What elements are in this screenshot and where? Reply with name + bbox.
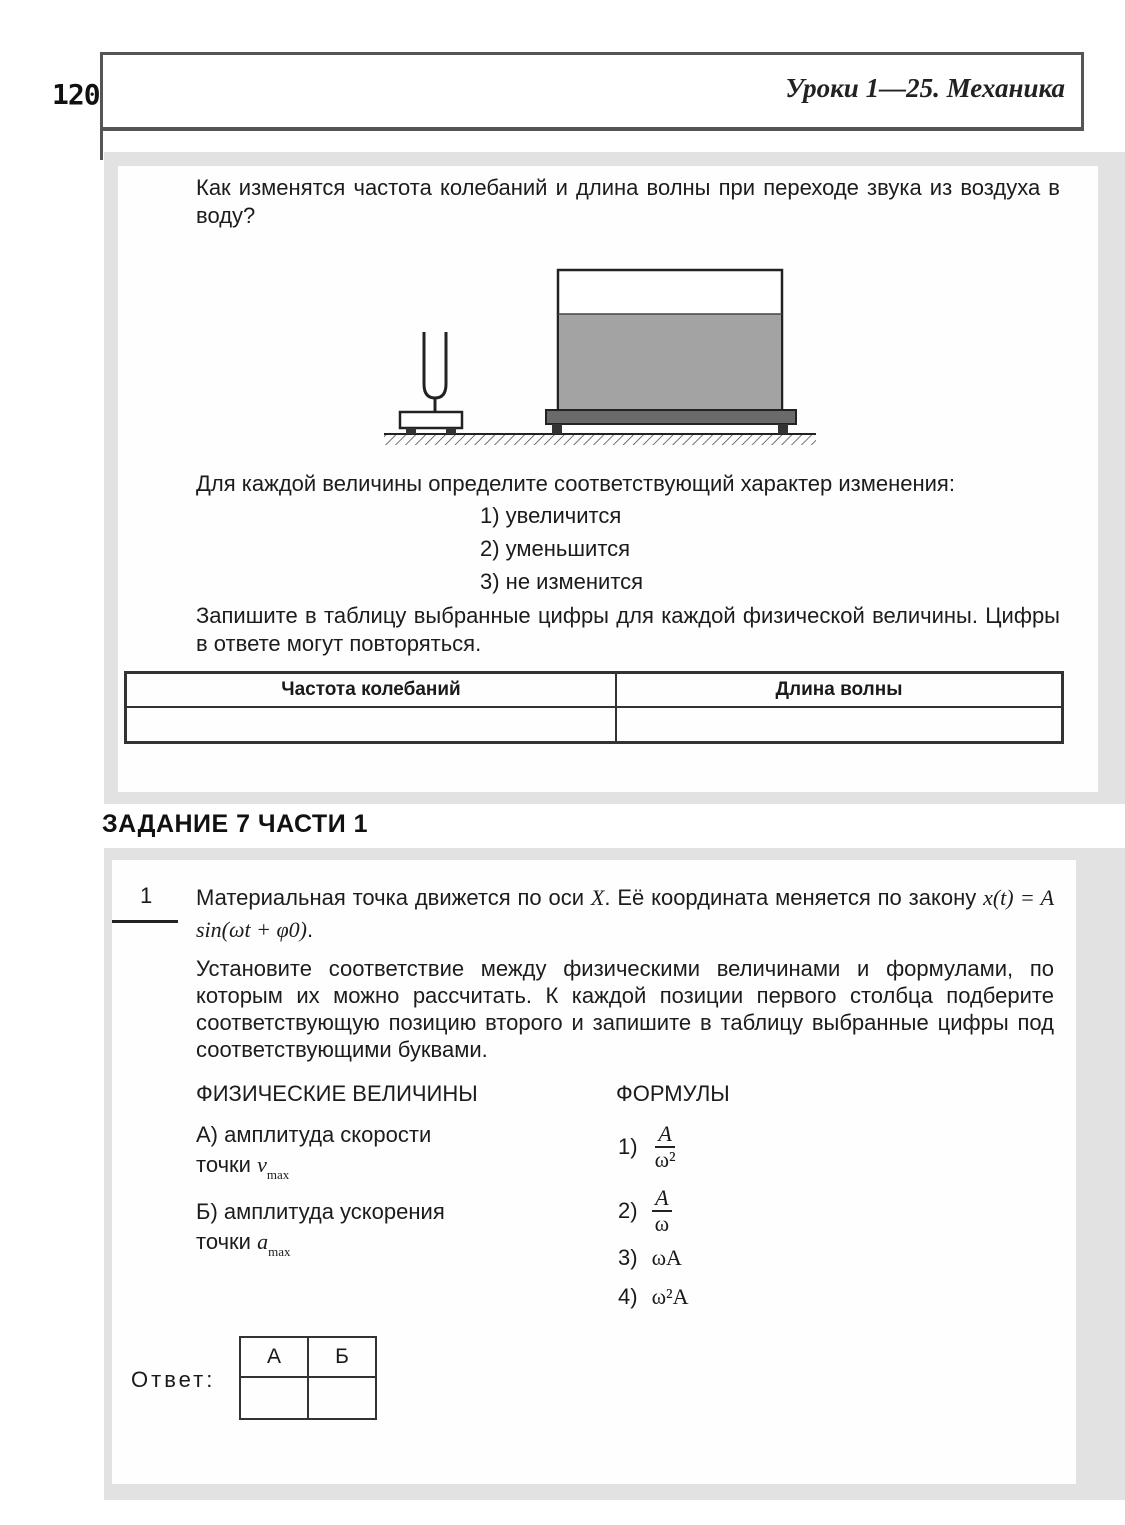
quantity-b (196, 1197, 445, 1267)
task-number: 1 (140, 883, 153, 908)
question-intro: Как изменятся частота колебаний и длина волны при переходе звука из воздуха в воду? (196, 175, 1060, 228)
formula-1: 1) $\frac{A}{\text{ω²}}$ (618, 1121, 676, 1172)
task-number-rule (112, 920, 178, 923)
page-number: 120 (52, 78, 100, 111)
formulas-title: ФОРМУЛЫ (616, 1081, 730, 1106)
motion-law-end: . (307, 917, 314, 942)
formula-4: 4) ω²A (618, 1284, 689, 1309)
answer-cell-a[interactable] (240, 1377, 308, 1419)
water-tank-icon (546, 270, 796, 434)
header-title: Уроки 1—25. Механика (785, 73, 1065, 103)
velocity-symbol: v (257, 1152, 267, 1177)
header-divider (100, 124, 103, 160)
table-instruction: Запишите в таблицу выбранные цифры для каждой физической величины. Цифры в ответе могут повторяться. (196, 603, 1060, 656)
section-title: ЗАДАНИЕ 7 ЧАСТИ 1 (102, 810, 369, 838)
quantity-b-point: точки $a_{max}$ (196, 1229, 291, 1259)
option-decrease: 2) уменьшится (480, 536, 631, 561)
acceleration-subscript: max (268, 1244, 291, 1259)
quantity-a (196, 1120, 431, 1190)
task-instruction: Установите соответствие между физическими величинами и формулами, по которым их можно рассчитать. К каждой позиции первого столбца подберите соответствующую позицию второго и запишите в таблицу выбранные цифры под соответствующими буквами. (196, 956, 1054, 1062)
answer-label: Ответ: (131, 1367, 216, 1392)
quantities-title: ФИЗИЧЕСКИЕ ВЕЛИЧИНЫ (196, 1081, 478, 1106)
tuning-fork-icon (400, 332, 462, 434)
option-increase: 1) увеличится (480, 503, 622, 528)
ground-line (384, 434, 816, 445)
header-frequency: Частота колебаний (126, 673, 617, 707)
task-statement (196, 882, 1054, 946)
header-wavelength: Длина волны (616, 673, 1063, 707)
task-statement-prefix: Материальная точка движется по оси (196, 885, 591, 910)
formula-3: 3) ωA (618, 1245, 682, 1270)
match-answer-table (239, 1336, 377, 1420)
formula-2: 2) $\frac{A}{\omega}$ (618, 1186, 672, 1236)
task-statement-suffix: . Её координата меняется по закону (604, 885, 984, 910)
motion-law: x(t) = A sin(ωt + φ0) (196, 885, 1055, 942)
acceleration-symbol: a (257, 1229, 269, 1254)
velocity-subscript: max (266, 1167, 290, 1182)
quantity-b-label: Б) амплитуда ускорения (196, 1199, 445, 1224)
change-instruction: Для каждой величины определите соответствующий характер изменения: (196, 471, 955, 496)
change-options (480, 499, 643, 598)
answer-frequency[interactable] (126, 707, 617, 743)
answer-table (124, 671, 1064, 744)
answer-header-a: А (240, 1337, 308, 1377)
axis-symbol: X (590, 885, 605, 910)
tuning-fork-tank-illustration (380, 262, 820, 448)
answer-cell-b[interactable] (308, 1377, 376, 1419)
answer-wavelength[interactable] (616, 707, 1063, 743)
quantity-a-point: точки $v_{max}$ (196, 1152, 290, 1182)
option-unchanged: 3) не изменится (480, 569, 644, 594)
answer-header-b: Б (308, 1337, 376, 1377)
quantity-a-label: А) амплитуда скорости (196, 1122, 432, 1147)
